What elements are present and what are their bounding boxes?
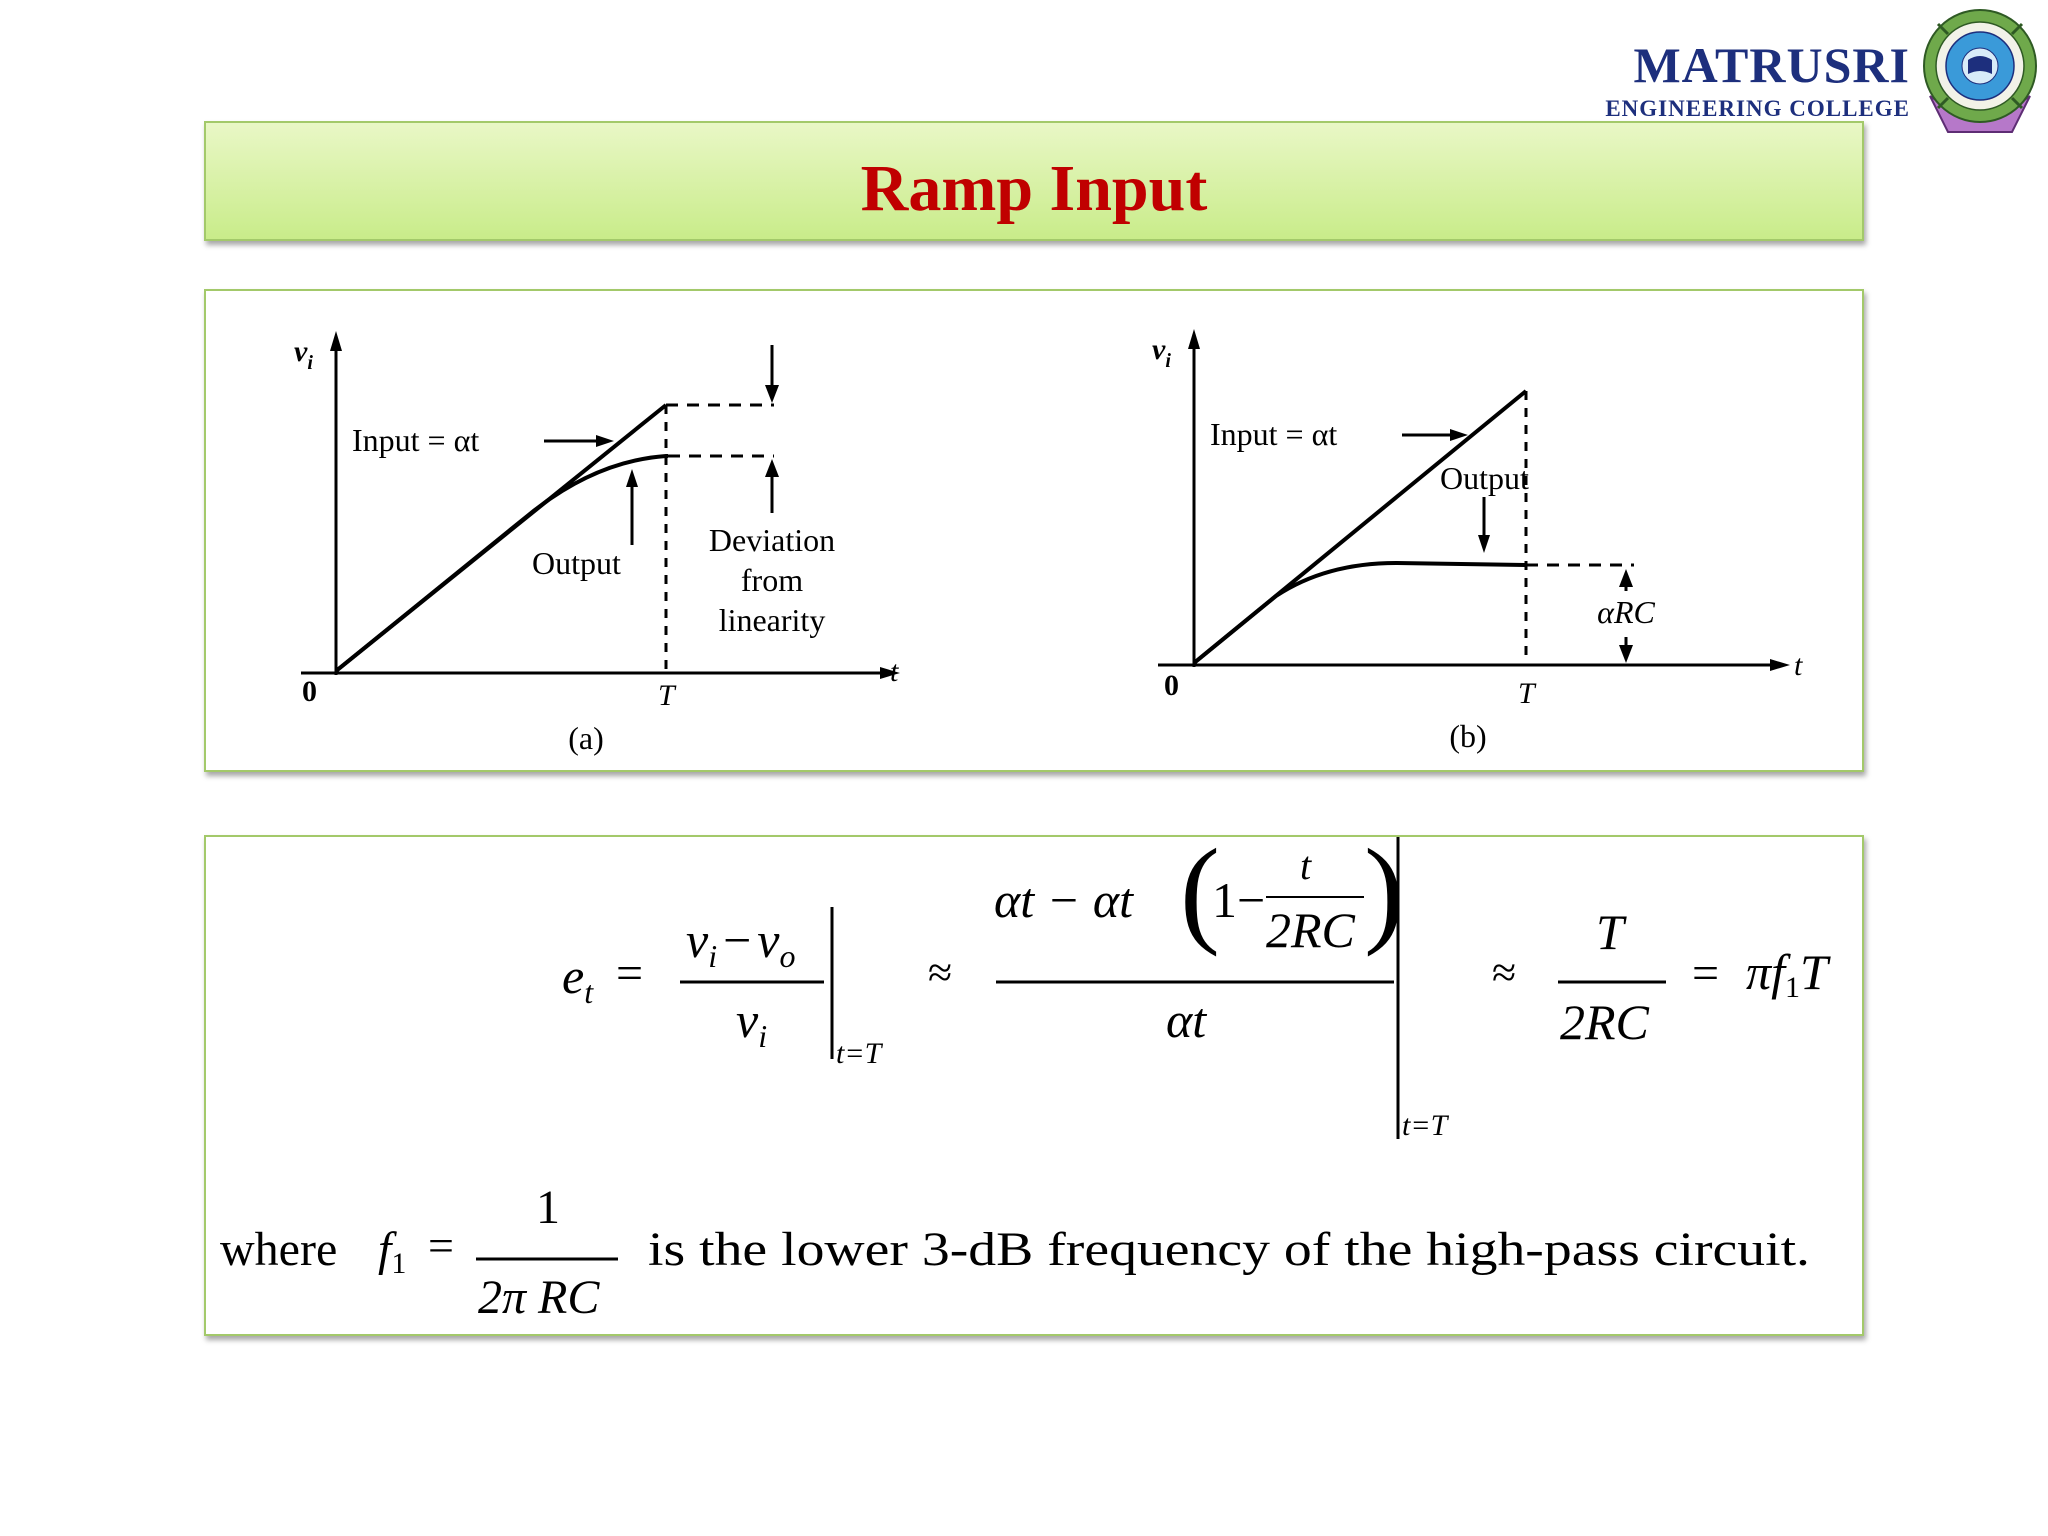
fig-a-y-axis-arrow-icon (330, 331, 342, 351)
frac1-numerator: $v_i - v_o$ (686, 912, 796, 974)
fig-a-origin: 0 (302, 675, 317, 708)
note-f: f1 (378, 1223, 407, 1280)
fig-b-y-axis-arrow-icon (1188, 329, 1200, 349)
page-title: Ramp Input (860, 152, 1208, 225)
fig-a-deviation-line1: Deviation (708, 522, 836, 558)
fig-b-output-label: Output (1440, 460, 1529, 496)
eq-equals-1: = (616, 947, 644, 1000)
college-seal-icon (1918, 4, 2042, 140)
fig-b-t-mark: T (1518, 677, 1535, 710)
fig-a-output-pointer-icon (626, 469, 638, 487)
fig-a-deviation-line3: linearity (718, 602, 826, 638)
equation-panel (204, 835, 1864, 1336)
frac2-inner-denominator: 2RC (1266, 902, 1355, 958)
fig-a-t-mark: T (658, 679, 675, 712)
fig-b-arc-label: αRC (1597, 594, 1655, 630)
fig-a-output-label: Output (532, 545, 621, 581)
frac3-numerator: T (1596, 904, 1624, 960)
note-equals: = (428, 1220, 454, 1271)
fig-a-down-arrow-icon (765, 385, 779, 403)
equation-graphic (206, 837, 1862, 1334)
note-numerator: 1 (536, 1181, 560, 1234)
eq-equals-2: = (1692, 947, 1720, 1000)
logo-subtitle: ENGINEERING COLLEGE (1605, 96, 1910, 121)
eq-rhs: πf1T (1746, 944, 1828, 1004)
figure-a (294, 331, 900, 756)
approx-1: ≈ (928, 948, 953, 997)
fig-a-input-label: Input = αt (352, 422, 480, 458)
eval-1: t=T (836, 1037, 882, 1070)
frac2-one-minus: 1− (1212, 872, 1266, 928)
frac2-numerator: αt − αt (994, 872, 1134, 928)
fig-b-x-label: t (1794, 649, 1803, 682)
frac1-denominator: $v_i$ (736, 992, 768, 1054)
fig-a-input-pointer-icon (596, 435, 614, 447)
fig-b-output-pointer-icon (1478, 535, 1490, 553)
fig-a-caption: (a) (568, 720, 604, 756)
fig-b-arc-upper-arrow-icon (1619, 569, 1633, 587)
eval-2: t=T (1402, 1109, 1448, 1142)
frac2-denominator: αt (1166, 992, 1207, 1048)
fig-b-caption: (b) (1449, 718, 1487, 754)
frac2-paren-left: ( (1180, 837, 1220, 957)
fig-b-origin: 0 (1164, 669, 1179, 702)
frac3-denominator: 2RC (1560, 994, 1649, 1050)
fig-a-x-label: t (890, 655, 899, 688)
ramp-figures (206, 291, 1862, 770)
approx-2: ≈ (1492, 948, 1517, 997)
fig-b-x-axis-arrow-icon (1770, 659, 1790, 671)
fig-a-up-arrow-icon (765, 459, 779, 477)
note-denominator: 2π RC (478, 1271, 600, 1324)
fig-a-deviation-line2: from (740, 562, 804, 598)
frac2-paren-right: ) (1364, 837, 1404, 957)
fig-a-y-label: $v_i$ (294, 335, 313, 374)
fig-b-y-label: $v_i$ (1152, 333, 1171, 372)
note-where: where (220, 1223, 338, 1276)
logo-name: MATRUSRI (1633, 37, 1910, 93)
frac2-inner-numerator: t (1300, 843, 1312, 888)
eq-lhs: $e_t$ (562, 948, 594, 1010)
fig-b-arc-lower-arrow-icon (1619, 645, 1633, 663)
figure-panel (204, 289, 1864, 772)
figure-b (1152, 329, 1803, 754)
fig-b-output-curve (1194, 563, 1526, 663)
note-rest: is the lower 3-dB frequency of the high-pass circuit. (648, 1223, 1810, 1276)
fig-b-input-label: Input = αt (1210, 416, 1338, 452)
title-bar (204, 121, 1864, 241)
